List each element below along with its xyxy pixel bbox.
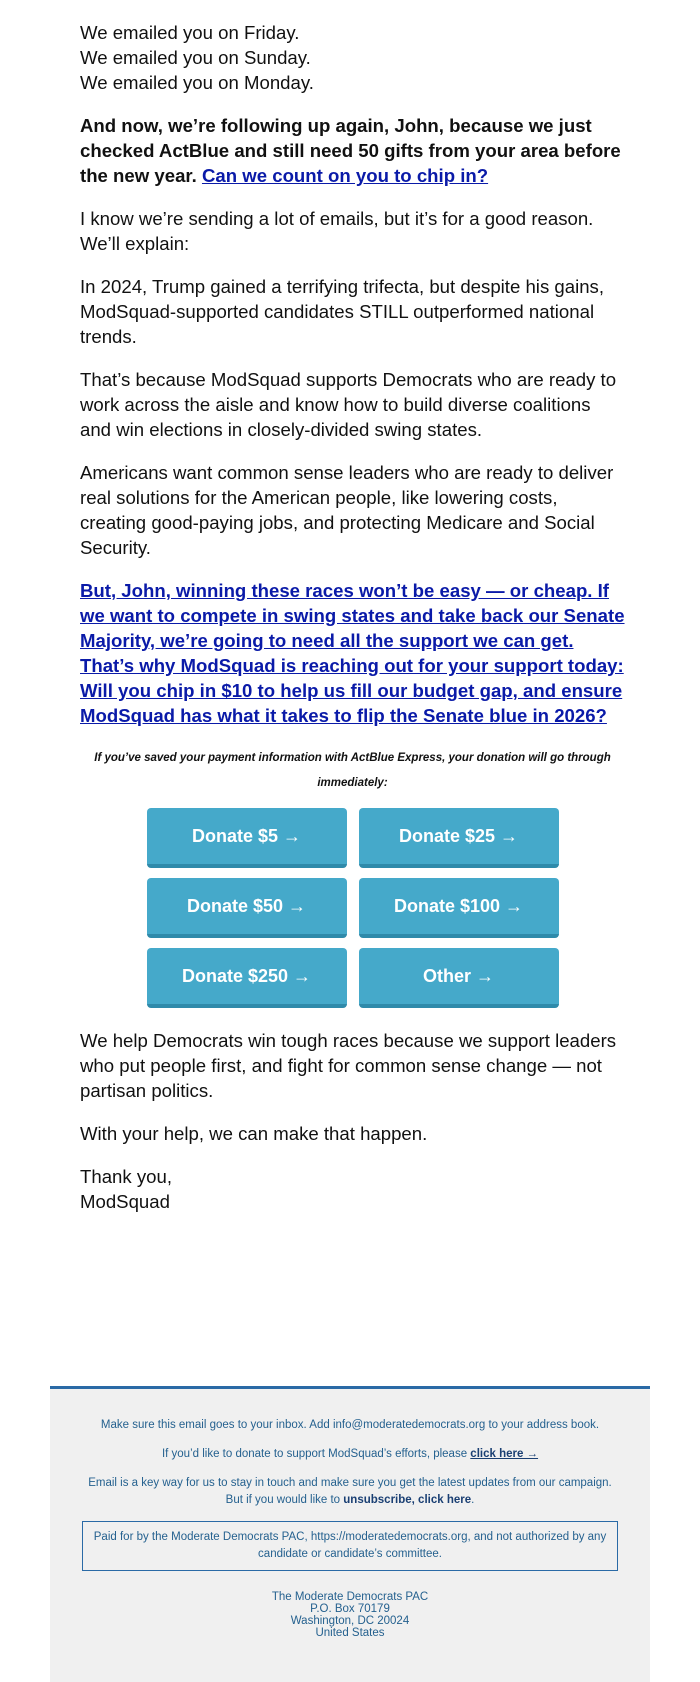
stay-in-touch-note xyxy=(82,1475,618,1509)
donate-100-button[interactable]: Donate $100 → xyxy=(359,878,559,938)
intro-line: We emailed you on Sunday. xyxy=(80,47,311,68)
intro-lines xyxy=(80,20,625,95)
americans-paragraph: Americans want common sense leaders who are ready to deliver real solutions for the American people, like lowering costs, creating good-paying jobs, and protecting Medicare and Social Security. xyxy=(80,462,614,558)
mailing-address xyxy=(82,1591,618,1639)
inbox-note: Make sure this email goes to your inbox. Add info@moderatedemocrats.org to your address book. xyxy=(100,1419,600,1431)
supports-paragraph: That’s because ModSquad supports Democrats who are ready to work across the aisle and know how to build diverse coalitions and win elections in closely-divided swing states. xyxy=(80,369,617,440)
signoff xyxy=(80,1164,625,1214)
chip-in-link[interactable]: Can we count on you to chip in? xyxy=(201,165,489,186)
email-footer xyxy=(50,1386,650,1682)
donate-5-button[interactable]: Donate $5 → xyxy=(147,808,347,868)
unsubscribe-suffix: . xyxy=(471,1494,475,1506)
donate-50-button[interactable]: Donate $50 → xyxy=(147,878,347,938)
appeal-paragraph xyxy=(80,578,625,728)
help-paragraph: We help Democrats win tough races because we support leaders who put people first, and fight for common sense change — not partisan politics. xyxy=(80,1030,617,1101)
signoff-thanks: Thank you, xyxy=(80,1166,172,1187)
explain-paragraph: I know we’re sending a lot of emails, but it’s for a good reason. We’ll explain: xyxy=(80,208,594,254)
donate-25-button[interactable]: Donate $25 → xyxy=(359,808,559,868)
donate-button-grid xyxy=(80,808,625,1008)
footer-donate-link[interactable]: click here → xyxy=(470,1448,539,1460)
intro-line: We emailed you on Friday. xyxy=(80,22,300,43)
actblue-express-note: If you’ve saved your payment information with ActBlue Express, your donation will go through immediately: xyxy=(94,752,611,789)
with-help-paragraph: With your help, we can make that happen. xyxy=(80,1123,428,1144)
donate-250-button[interactable]: Donate $250 → xyxy=(147,948,347,1008)
donate-other-button[interactable]: Other → xyxy=(359,948,559,1008)
donate-note xyxy=(82,1446,618,1463)
donate-note-text: If you’d like to donate to support ModSquad’s efforts, please xyxy=(161,1448,471,1460)
address-line: P.O. Box 70179 xyxy=(310,1603,390,1615)
address-line: United States xyxy=(315,1627,385,1639)
followup-paragraph xyxy=(80,113,625,188)
trifecta-paragraph: In 2024, Trump gained a terrifying trifecta, but despite his gains, ModSquad-supported candidates STILL outperformed national trends. xyxy=(80,276,605,347)
intro-line: We emailed you on Monday. xyxy=(80,72,314,93)
paid-for-disclaimer: Paid for by the Moderate Democrats PAC, https://moderatedemocrats.org, and not authorized by any candidate or candidate’s committee. xyxy=(82,1521,618,1571)
address-line: The Moderate Democrats PAC xyxy=(271,1591,429,1603)
signoff-sender: ModSquad xyxy=(80,1191,170,1212)
email-body xyxy=(80,20,625,1232)
followup-bold-text: And now, we’re following up again, John, because we just checked ActBlue and still need 50 gifts from your area before the new year. xyxy=(80,115,621,186)
unsubscribe-link[interactable]: unsubscribe, click here xyxy=(343,1494,472,1506)
stay-in-touch-text: Email is a key way for us to stay in touch and make sure you get the latest updates from our campaign. But if you would like to xyxy=(88,1477,612,1506)
address-line: Washington, DC 20024 xyxy=(290,1615,410,1627)
appeal-link[interactable]: But, John, winning these races won’t be easy — or cheap. If we want to compete in swing states and take back our Senate Majority, we’re going to need all the support we can get. That’s why ModSquad is reaching out for your support today: Will you chip in $10 to help us fill our budget gap, and ensure ModSquad has what it takes to flip the Senate blue in 2026? xyxy=(80,580,625,726)
